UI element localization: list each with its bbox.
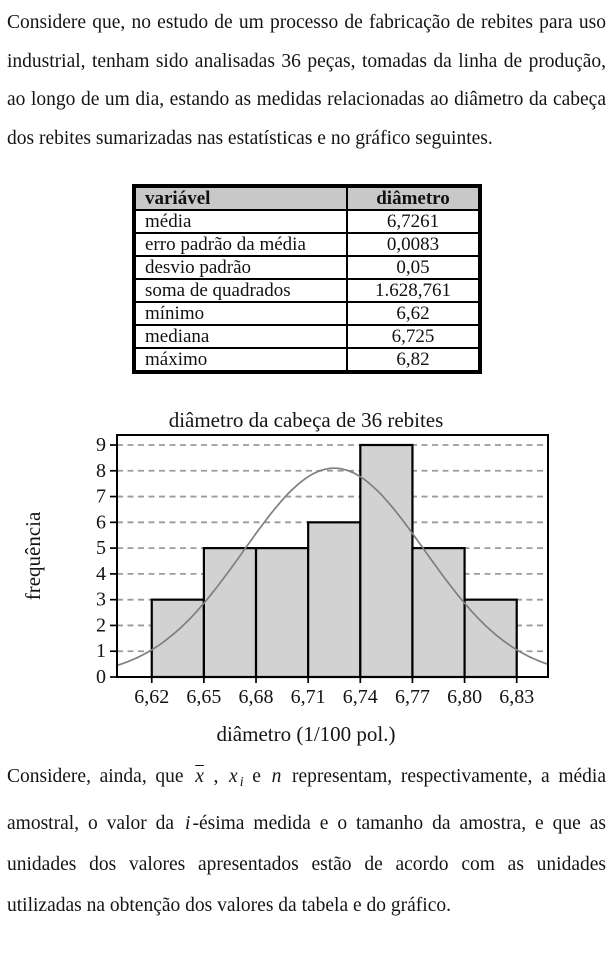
y-tick-label: 2	[96, 614, 106, 637]
stat-value-cell: 1.628,761	[347, 279, 480, 302]
histogram-bar	[360, 445, 412, 677]
stat-name-cell: máximo	[134, 348, 347, 372]
histogram-bar	[204, 548, 256, 677]
stat-name-cell: mediana	[134, 325, 347, 348]
stats-table-header-row	[134, 186, 480, 210]
stat-value-cell: 0,05	[347, 256, 480, 279]
x-tick-label: 6,62	[134, 686, 170, 708]
y-tick-label: 5	[96, 537, 106, 560]
x-tick-label: 6,74	[342, 686, 378, 708]
table-row	[134, 325, 480, 348]
closing-paragraph	[0, 756, 613, 926]
stat-value-cell: 6,7261	[347, 210, 480, 233]
chart-title: diâmetro da cabeça de 36 rebites	[168, 408, 444, 432]
y-axis-label: frequência	[21, 511, 45, 601]
stat-name-cell: média	[134, 210, 347, 233]
text-segment: representam, respectivamente, a média amostral, o valor da	[7, 766, 607, 834]
y-tick-label: 9	[96, 434, 106, 456]
plot-area	[96, 434, 548, 708]
text-segment: e	[243, 766, 270, 787]
math-symbol: n	[271, 766, 282, 787]
text-segment: ,	[204, 766, 228, 787]
math-symbol: i	[239, 773, 244, 790]
y-tick-label: 0	[96, 666, 106, 688]
histogram-svg	[0, 400, 613, 755]
text-segment: Considere, ainda, que	[7, 766, 193, 787]
math-symbol: x	[229, 766, 238, 787]
x-tick-label: 6,80	[447, 686, 483, 708]
histogram-bar	[256, 548, 308, 677]
table-row	[134, 348, 480, 372]
math-symbol: $\overline{x}$	[195, 766, 204, 787]
stat-name-cell: mínimo	[134, 302, 347, 325]
stat-value-cell: 6,82	[347, 348, 480, 372]
stats-table-header-variavel: variável	[134, 186, 347, 210]
table-row	[134, 233, 480, 256]
stat-value-cell: 6,725	[347, 325, 480, 348]
intro-paragraph: Considere que, no estudo de um processo de fabricação de rebites para uso industrial, tenham sido analisadas 36 peças, tomadas da linha de produção, ao longo de um dia, estando as medidas relacionadas ao diâmetro da cabeça dos rebites sumarizadas nas estatísticas e no gráfico seguintes.	[7, 12, 606, 149]
y-tick-label: 4	[96, 562, 106, 585]
histogram-figure	[0, 400, 613, 760]
x-tick-label: 6,65	[186, 686, 222, 708]
table-row	[134, 210, 480, 233]
y-tick-label: 1	[96, 640, 106, 663]
table-row	[134, 302, 480, 325]
y-tick-label: 6	[96, 511, 106, 534]
stat-name-cell: desvio padrão	[134, 256, 347, 279]
histogram-bar	[412, 548, 464, 677]
table-row	[134, 279, 480, 302]
stats-table	[132, 184, 482, 374]
x-tick-label: 6,83	[499, 686, 535, 708]
histogram-bar	[308, 522, 360, 677]
y-tick-label: 3	[96, 588, 106, 611]
x-axis-label: diâmetro (1/100 pol.)	[216, 722, 396, 746]
x-tick-label: 6,68	[238, 686, 274, 708]
x-tick-label: 6,71	[290, 686, 326, 708]
table-row	[134, 256, 480, 279]
stat-value-cell: 0,0083	[347, 233, 480, 256]
y-tick-label: 8	[96, 459, 106, 482]
stat-name-cell: soma de quadrados	[134, 279, 347, 302]
y-tick-label: 7	[96, 485, 106, 508]
stat-value-cell: 6,62	[347, 302, 480, 325]
x-tick-label: 6,77	[394, 686, 430, 708]
math-symbol: i	[185, 812, 191, 834]
text-segment: -ésima medida e o tamanho da amostra, e que as unidades dos valores apresentados estão de acordo com as unidades utilizadas na obtenção dos valores da tabela e do gráfico.	[7, 812, 606, 916]
stats-table-header-diametro: diâmetro	[347, 186, 480, 210]
stat-name-cell: erro padrão da média	[134, 233, 347, 256]
